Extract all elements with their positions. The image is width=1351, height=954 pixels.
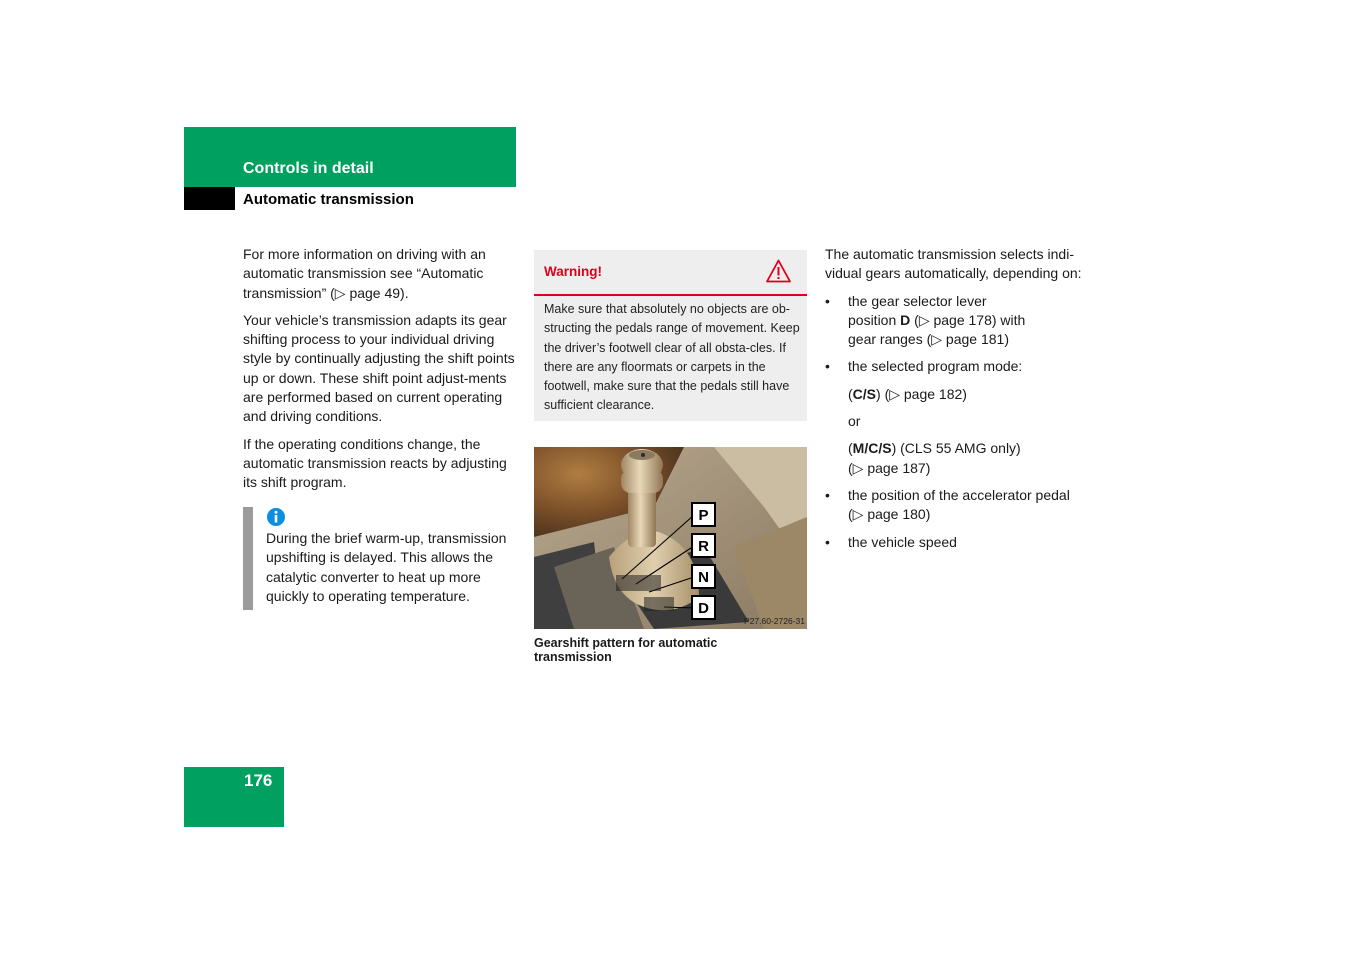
list-item: • the position of the accelerator pedal (▷ page 180)	[825, 486, 1070, 523]
info-note-text: During the brief warm-up, transmission upshifting is delayed. This allows the catalytic converter to heat up more quickly to operating temperature.	[266, 530, 507, 604]
gear-label-n: N	[698, 569, 709, 586]
paragraph-more-info: For more information on driving with an automatic transmission see “Automatic transmission” (▷ page 49).	[243, 246, 486, 301]
program-mode-mcs: (M/C/S) (CLS 55 AMG only) (▷ page 187)	[848, 440, 1021, 476]
left-column	[243, 245, 519, 501]
gearshift-figure	[534, 447, 807, 629]
warning-box	[534, 250, 807, 421]
warning-heading: Warning!	[544, 264, 602, 279]
header-band	[184, 127, 516, 187]
info-note	[243, 507, 519, 610]
list-item: • the gear selector lever position D (▷ page 178) with gear ranges (▷ page 181)	[825, 292, 1026, 348]
section-title: Controls in detail	[243, 160, 374, 177]
gear-label-p: P	[698, 507, 709, 524]
paragraph-operating-conditions: If the operating conditions change, the automatic transmission reacts by adjusting its shift program.	[243, 435, 507, 491]
gear-label-r: R	[698, 538, 709, 555]
subsection-title: Automatic transmission	[243, 191, 414, 208]
intro-paragraph: The automatic transmission selects indi-vidual gears automatically, depending on:	[825, 246, 1082, 282]
program-mode-cs: (C/S) (▷ page 182)	[848, 385, 967, 402]
figure-caption: Gearshift pattern for automatic transmission	[534, 636, 718, 664]
gearshift-photo	[534, 447, 807, 629]
gear-label-d: D	[698, 600, 709, 617]
bullet: •	[825, 533, 830, 550]
page-number: 176	[244, 771, 273, 790]
bullet: •	[825, 486, 830, 503]
section-tab-marker	[184, 187, 235, 210]
bullet: •	[825, 292, 830, 309]
figure-image-code: P27.60-2726-31	[744, 616, 805, 626]
warning-text: Make sure that absolutely no objects are ob-structing the pedals range of movement. Keep the driver’s footwell clear of all obsta-cles. If there are any floormats or carpets in the footwell, make sure that the pedals still have sufficient clearance.	[544, 302, 800, 413]
right-column	[825, 245, 1105, 560]
list-item: • the vehicle speed	[825, 533, 1105, 552]
bullet: •	[825, 358, 830, 375]
warning-triangle-icon	[766, 259, 791, 283]
info-icon	[266, 507, 286, 527]
list-item: • the selected program mode: (C/S) (▷ page 182) or (M/C/S) (CLS 55 AMG only) (▷ page 187)	[825, 357, 1105, 477]
paragraph-adaptive-shifting: Your vehicle’s transmission adapts its gear shifting process to your individual driving style by continually adjusting the shift points up or down. These shift point adjust-ments are performed based on current operating and driving conditions.	[243, 311, 515, 425]
criteria-list	[825, 292, 1105, 552]
info-note-bar	[243, 507, 253, 610]
warning-divider	[534, 294, 807, 296]
program-mode-or: or	[848, 413, 861, 430]
